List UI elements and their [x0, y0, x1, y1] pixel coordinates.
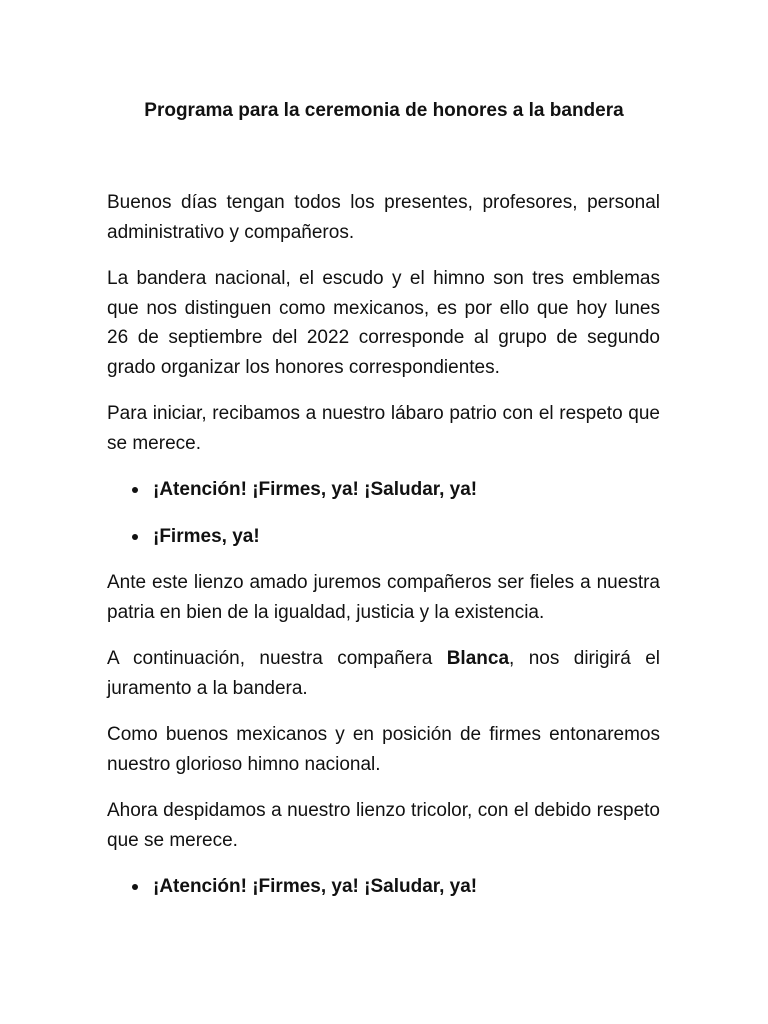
flag-farewell-paragraph: Ahora despidamos a nuestro lienzo tricolor, con el debido respeto que se merece. [107, 800, 660, 851]
oath-leader-paragraph [107, 644, 660, 703]
oath-paragraph: Ante este lienzo amado juremos compañeros ser fieles a nuestra patria en bien de la igualdad, justicia y la existencia. [107, 572, 660, 623]
document-body [107, 188, 660, 919]
introduction-paragraph: La bandera nacional, el escudo y el himno son tres emblemas que nos distinguen como mexicanos, es por ello que hoy lunes 26 de septiembre del 2022 corresponde al grupo de segundo grado organizar los honores correspondientes. [107, 268, 660, 378]
command-list-item: ¡Firmes, ya! [153, 522, 660, 552]
command-list-item: ¡Atención! ¡Firmes, ya! ¡Saludar, ya! [153, 872, 660, 902]
oath-leader-text-after: , nos dirigirá el juramento a la bandera. [107, 648, 660, 699]
command-list-start [107, 475, 660, 551]
flag-reception-paragraph: Para iniciar, recibamos a nuestro lábaro patrio con el respeto que se merece. [107, 403, 660, 454]
greeting-paragraph: Buenos días tengan todos los presentes, profesores, personal administrativo y compañeros. [107, 192, 660, 243]
command-list-end [107, 872, 660, 902]
oath-leader-text-before: A continuación, nuestra compañera [107, 648, 447, 669]
command-list-item: ¡Atención! ¡Firmes, ya! ¡Saludar, ya! [153, 475, 660, 505]
anthem-paragraph: Como buenos mexicanos y en posición de firmes entonaremos nuestro glorioso himno nacional. [107, 724, 660, 775]
document-title: Programa para la ceremonia de honores a la bandera [144, 100, 624, 121]
student-name: Blanca [446, 648, 510, 669]
